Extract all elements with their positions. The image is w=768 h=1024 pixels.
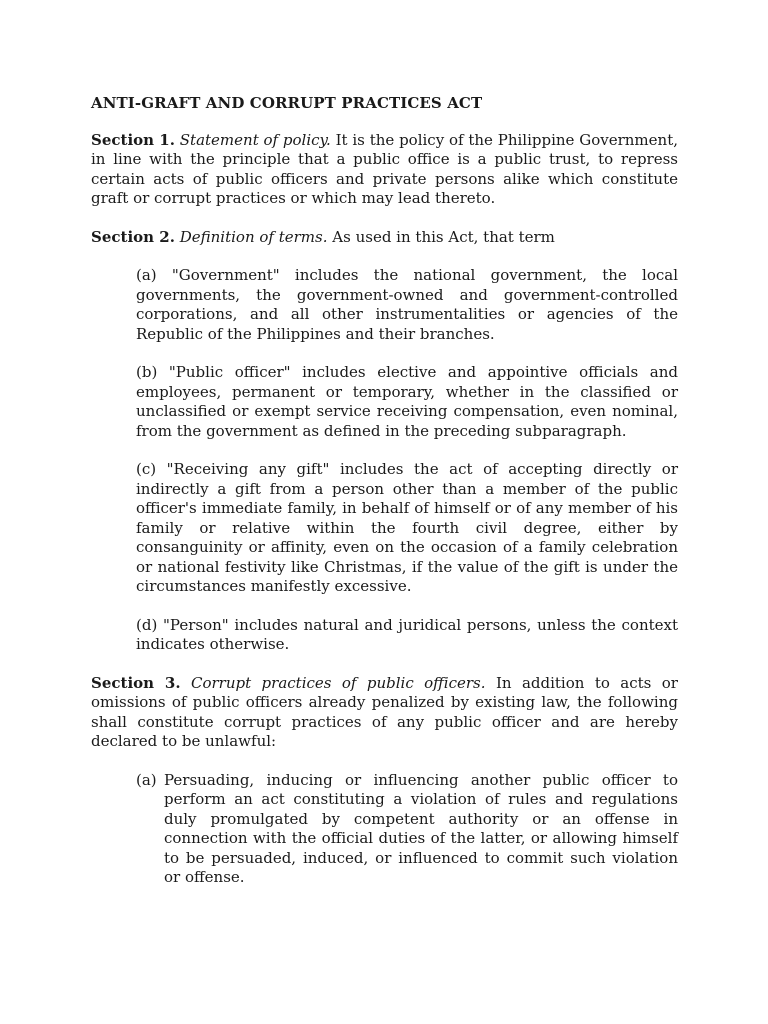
section-1-heading: Statement of policy. [179, 130, 331, 149]
section-2 [91, 228, 678, 248]
section-1-label: Section 1. [91, 130, 175, 149]
section-2-text: As used in this Act, that term [332, 227, 555, 246]
definition-item-c: (c) "Receiving any gift" includes the act of accepting directly or indirectly a gift from a person other than a member of the public officer's immediate family, in behalf of himself or of any member of his family or relative within the fourth civil degree, either by consanguinity or affinity, even on the occasion of a family celebration or national festivity like Christmas, if the value of the gift is under the circumstances manifestly excessive. [136, 460, 678, 595]
document-page [91, 94, 678, 907]
document-title: ANTI-GRAFT AND CORRUPT PRACTICES ACT [91, 94, 483, 112]
section-2-label: Section 2. [91, 227, 175, 246]
corrupt-practice-item-a-text: Persuading, inducing or influencing another public officer to perform an act constituting a violation of rules and regulations duly promulgated by competent authority or an offense in connection with the official duties of the latter, or allowing himself to be persuaded, induced, or influenced to commit such violation or offense. [164, 770, 678, 886]
section-3-heading: Corrupt practices of public officers. [191, 673, 486, 692]
corrupt-practice-item-a [136, 771, 678, 888]
section-3 [91, 674, 678, 752]
definition-item-a: (a) "Government" includes the national government, the local governments, the government-owned and government-controlled corporations, and all other instrumentalities or agencies of the Republic of the Philippines and their branches. [136, 266, 678, 343]
section-3-text: In addition to acts or omissions of public officers already penalized by existing law, the following shall constitute corrupt practices of any public officer and are hereby declared to be unlawful: [91, 673, 678, 750]
corrupt-practice-item-a-marker: (a) [136, 770, 157, 789]
definition-item-d: (d) "Person" includes natural and juridical persons, unless the context indicates otherwise. [136, 615, 678, 653]
definition-item-b: (b) "Public officer" includes elective and appointive officials and employees, permanent or temporary, whether in the classified or unclassified or exempt service receiving compensation, even nominal, from the government as defined in the preceding subparagraph. [136, 363, 678, 440]
section-1-text: It is the policy of the Philippine Government, in line with the principle that a public office is a public trust, to repress certain acts of public officers and private persons alike which constitute graft or corrupt practices or which may lead thereto. [91, 130, 678, 207]
section-3-label: Section 3. [91, 673, 181, 692]
section-1 [91, 131, 678, 209]
section-2-heading: Definition of terms. [179, 227, 328, 246]
